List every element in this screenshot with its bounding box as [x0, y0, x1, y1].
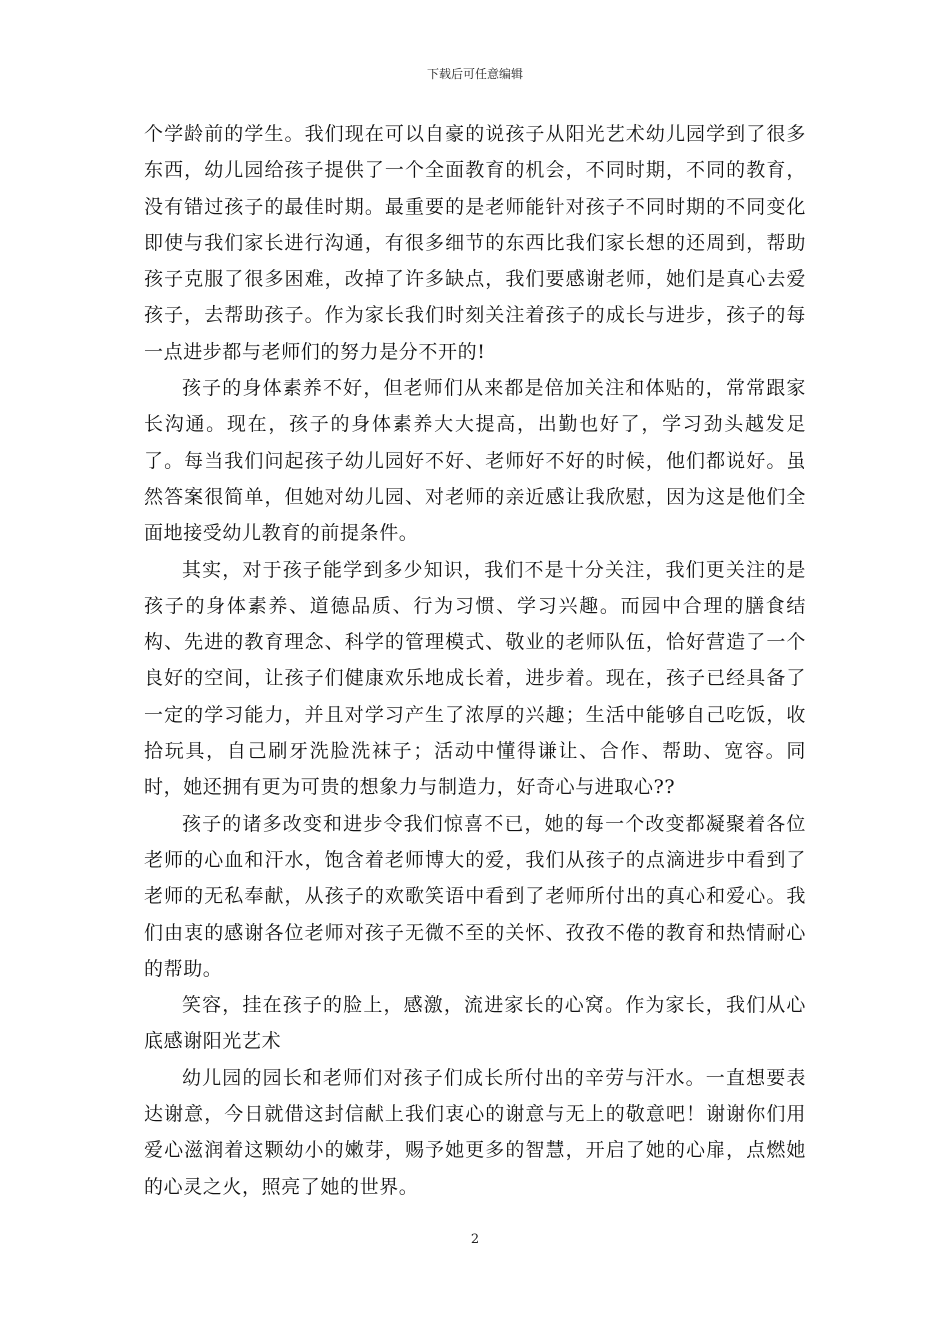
page-header: 下载后可任意编辑	[426, 67, 523, 81]
paragraph-5: 笑容，挂在孩子的脸上，感激，流进家长的心窝。作为家长，我们从心底感谢阳光艺术	[144, 994, 806, 1053]
paragraph-4: 孩子的诸多改变和进步令我们惊喜不已，她的每一个改变都凝聚着各位老师的心血和汗水，饱含着老师博大的爱，我们从孩子的点滴进步中看到了老师的无私奉献，从孩子的欢歌笑语中看到了老师所付出的真心和爱心。我们由衷的感谢各位老师对孩子无微不至的关怀、孜孜不倦的教育和热情耐心的帮助。	[144, 812, 806, 980]
paragraph-2: 孩子的身体素养不好，但老师们从来都是倍加关注和体贴的，常常跟家长沟通。现在，孩子的身体素养大大提高，出勤也好了，学习劲头越发足了。每当我们问起孩子幼儿园好不好、老师好不好的时候，他们都说好。虽然答案很简单，但她对幼儿园、对老师的亲近感让我欣慰，因为这是他们全面地接受幼儿教育的前提条件。	[144, 377, 806, 545]
paragraph-3: 其实，对于孩子能学到多少知识，我们不是十分关注，我们更关注的是孩子的身体素养、道德品质、行为习惯、学习兴趣。而园中合理的膳食结构、先进的教育理念、科学的管理模式、敬业的老师队伍，恰好营造了一个良好的空间，让孩子们健康欢乐地成长着，进步着。现在，孩子已经具备了一定的学习能力，并且对学习产生了浓厚的兴趣；生活中能够自己吃饭，收拾玩具，自己刷牙洗脸洗袜子；活动中懂得谦让、合作、帮助、宽容。同时，她还拥有更为可贵的想象力与制造力，好奇心与进取心??	[144, 558, 806, 799]
paragraph-1: 个学龄前的学生。我们现在可以自豪的说孩子从阳光艺术幼儿园学到了很多东西，幼儿园给孩子提供了一个全面教育的机会，不同时期，不同的教育，没有错过孩子的最佳时期。最重要的是老师能针对孩子不同时期的不同变化即使与我们家长进行沟通，有很多细节的东西比我们家长想的还周到，帮助孩子克服了很多困难，改掉了许多缺点，我们要感谢老师，她们是真心去爱孩子，去帮助孩子。作为家长我们时刻关注着孩子的成长与进步，孩子的每一点进步都与老师们的努力是分不开的!	[144, 123, 806, 363]
page-number: 2	[470, 1232, 480, 1247]
paragraph-6: 幼儿园的园长和老师们对孩子们成长所付出的辛劳与汗水。一直想要表达谢意，今日就借这封信献上我们衷心的谢意与无上的敬意吧！谢谢你们用爱心滋润着这颗幼小的嫩芽，赐予她更多的智慧，开启了她的心扉，点燃她的心灵之火，照亮了她的世界。	[144, 1066, 806, 1198]
document-body	[144, 116, 806, 1205]
